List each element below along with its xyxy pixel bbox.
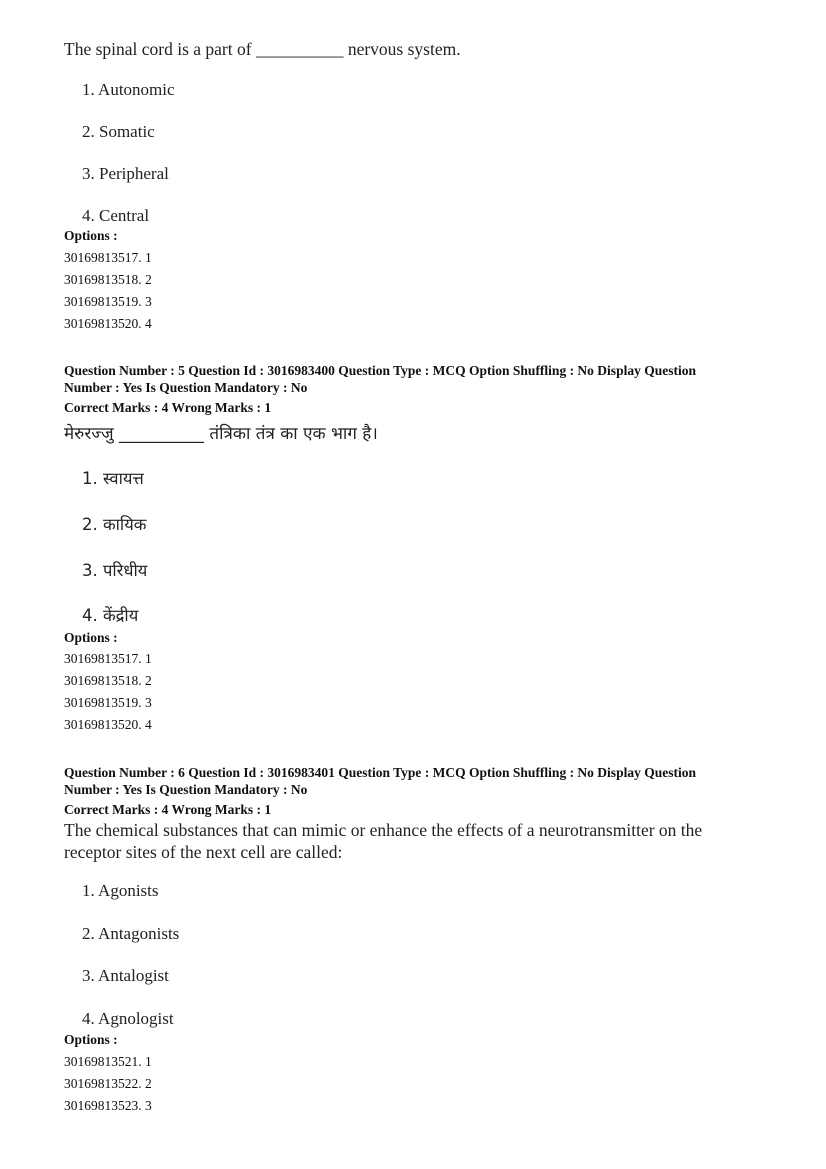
question-6-stem-line-1: The chemical substances that can mimic or enhance the effects of a neurotransmitter on the [64, 820, 703, 840]
question-6-option-id-3: 30169813523. 3 [64, 1098, 152, 1113]
question-4-option-id-1: 30169813517. 1 [64, 250, 152, 265]
question-4-stem: The spinal cord is a part of __________ nervous system. [64, 39, 461, 59]
question-6-option-id-1: 30169813521. 1 [64, 1054, 152, 1069]
question-5-meta-line-1: Question Number : 5 Question Id : 3016983400 Question Type : MCQ Option Shuffling : No Display Question [64, 363, 696, 378]
question-6-meta-line-1: Question Number : 6 Question Id : 3016983401 Question Type : MCQ Option Shuffling : No Display Question [64, 765, 696, 780]
question-5-option-id-4: 30169813520. 4 [64, 717, 152, 732]
question-6-option-id-2: 30169813522. 2 [64, 1076, 152, 1091]
question-5-meta-line-2: Number : Yes Is Question Mandatory : No [64, 380, 308, 395]
question-4-choice-1: 1. Autonomic [82, 80, 175, 99]
question-5-choice-4: 4. केंद्रीय [82, 606, 139, 625]
question-5-option-id-2: 30169813518. 2 [64, 673, 152, 688]
question-4-choice-2: 2. Somatic [82, 122, 155, 141]
question-4-option-id-3: 30169813519. 3 [64, 294, 152, 309]
question-4-options-label: Options : [64, 228, 118, 243]
question-4-choice-3: 3. Peripheral [82, 164, 169, 183]
question-5-choice-3: 3. परिधीय [82, 561, 148, 580]
question-5-marks: Correct Marks : 4 Wrong Marks : 1 [64, 400, 272, 415]
question-4-option-id-2: 30169813518. 2 [64, 272, 152, 287]
question-6-options-label: Options : [64, 1032, 118, 1047]
question-6-marks: Correct Marks : 4 Wrong Marks : 1 [64, 802, 272, 817]
question-6-choice-3: 3. Antalogist [82, 966, 169, 985]
question-5-option-id-3: 30169813519. 3 [64, 695, 152, 710]
question-5-options-label: Options : [64, 630, 118, 645]
question-6-choice-2: 2. Antagonists [82, 924, 180, 943]
question-6-choice-1: 1. Agonists [82, 881, 159, 900]
question-4-choice-4: 4. Central [82, 206, 150, 225]
question-5-option-id-1: 30169813517. 1 [64, 651, 152, 666]
question-6-choice-4: 4. Agnologist [82, 1009, 174, 1028]
question-4-option-id-4: 30169813520. 4 [64, 316, 152, 331]
question-6-stem-line-2: receptor sites of the next cell are called: [64, 842, 343, 862]
question-5-choice-1: 1. स्वायत्त [82, 469, 144, 488]
question-5-choice-2: 2. कायिक [82, 515, 147, 534]
question-5-stem: मेरुरज्जु __________ तंत्रिका तंत्र का एक भाग है। [64, 424, 378, 444]
question-6-meta-line-2: Number : Yes Is Question Mandatory : No [64, 782, 308, 797]
